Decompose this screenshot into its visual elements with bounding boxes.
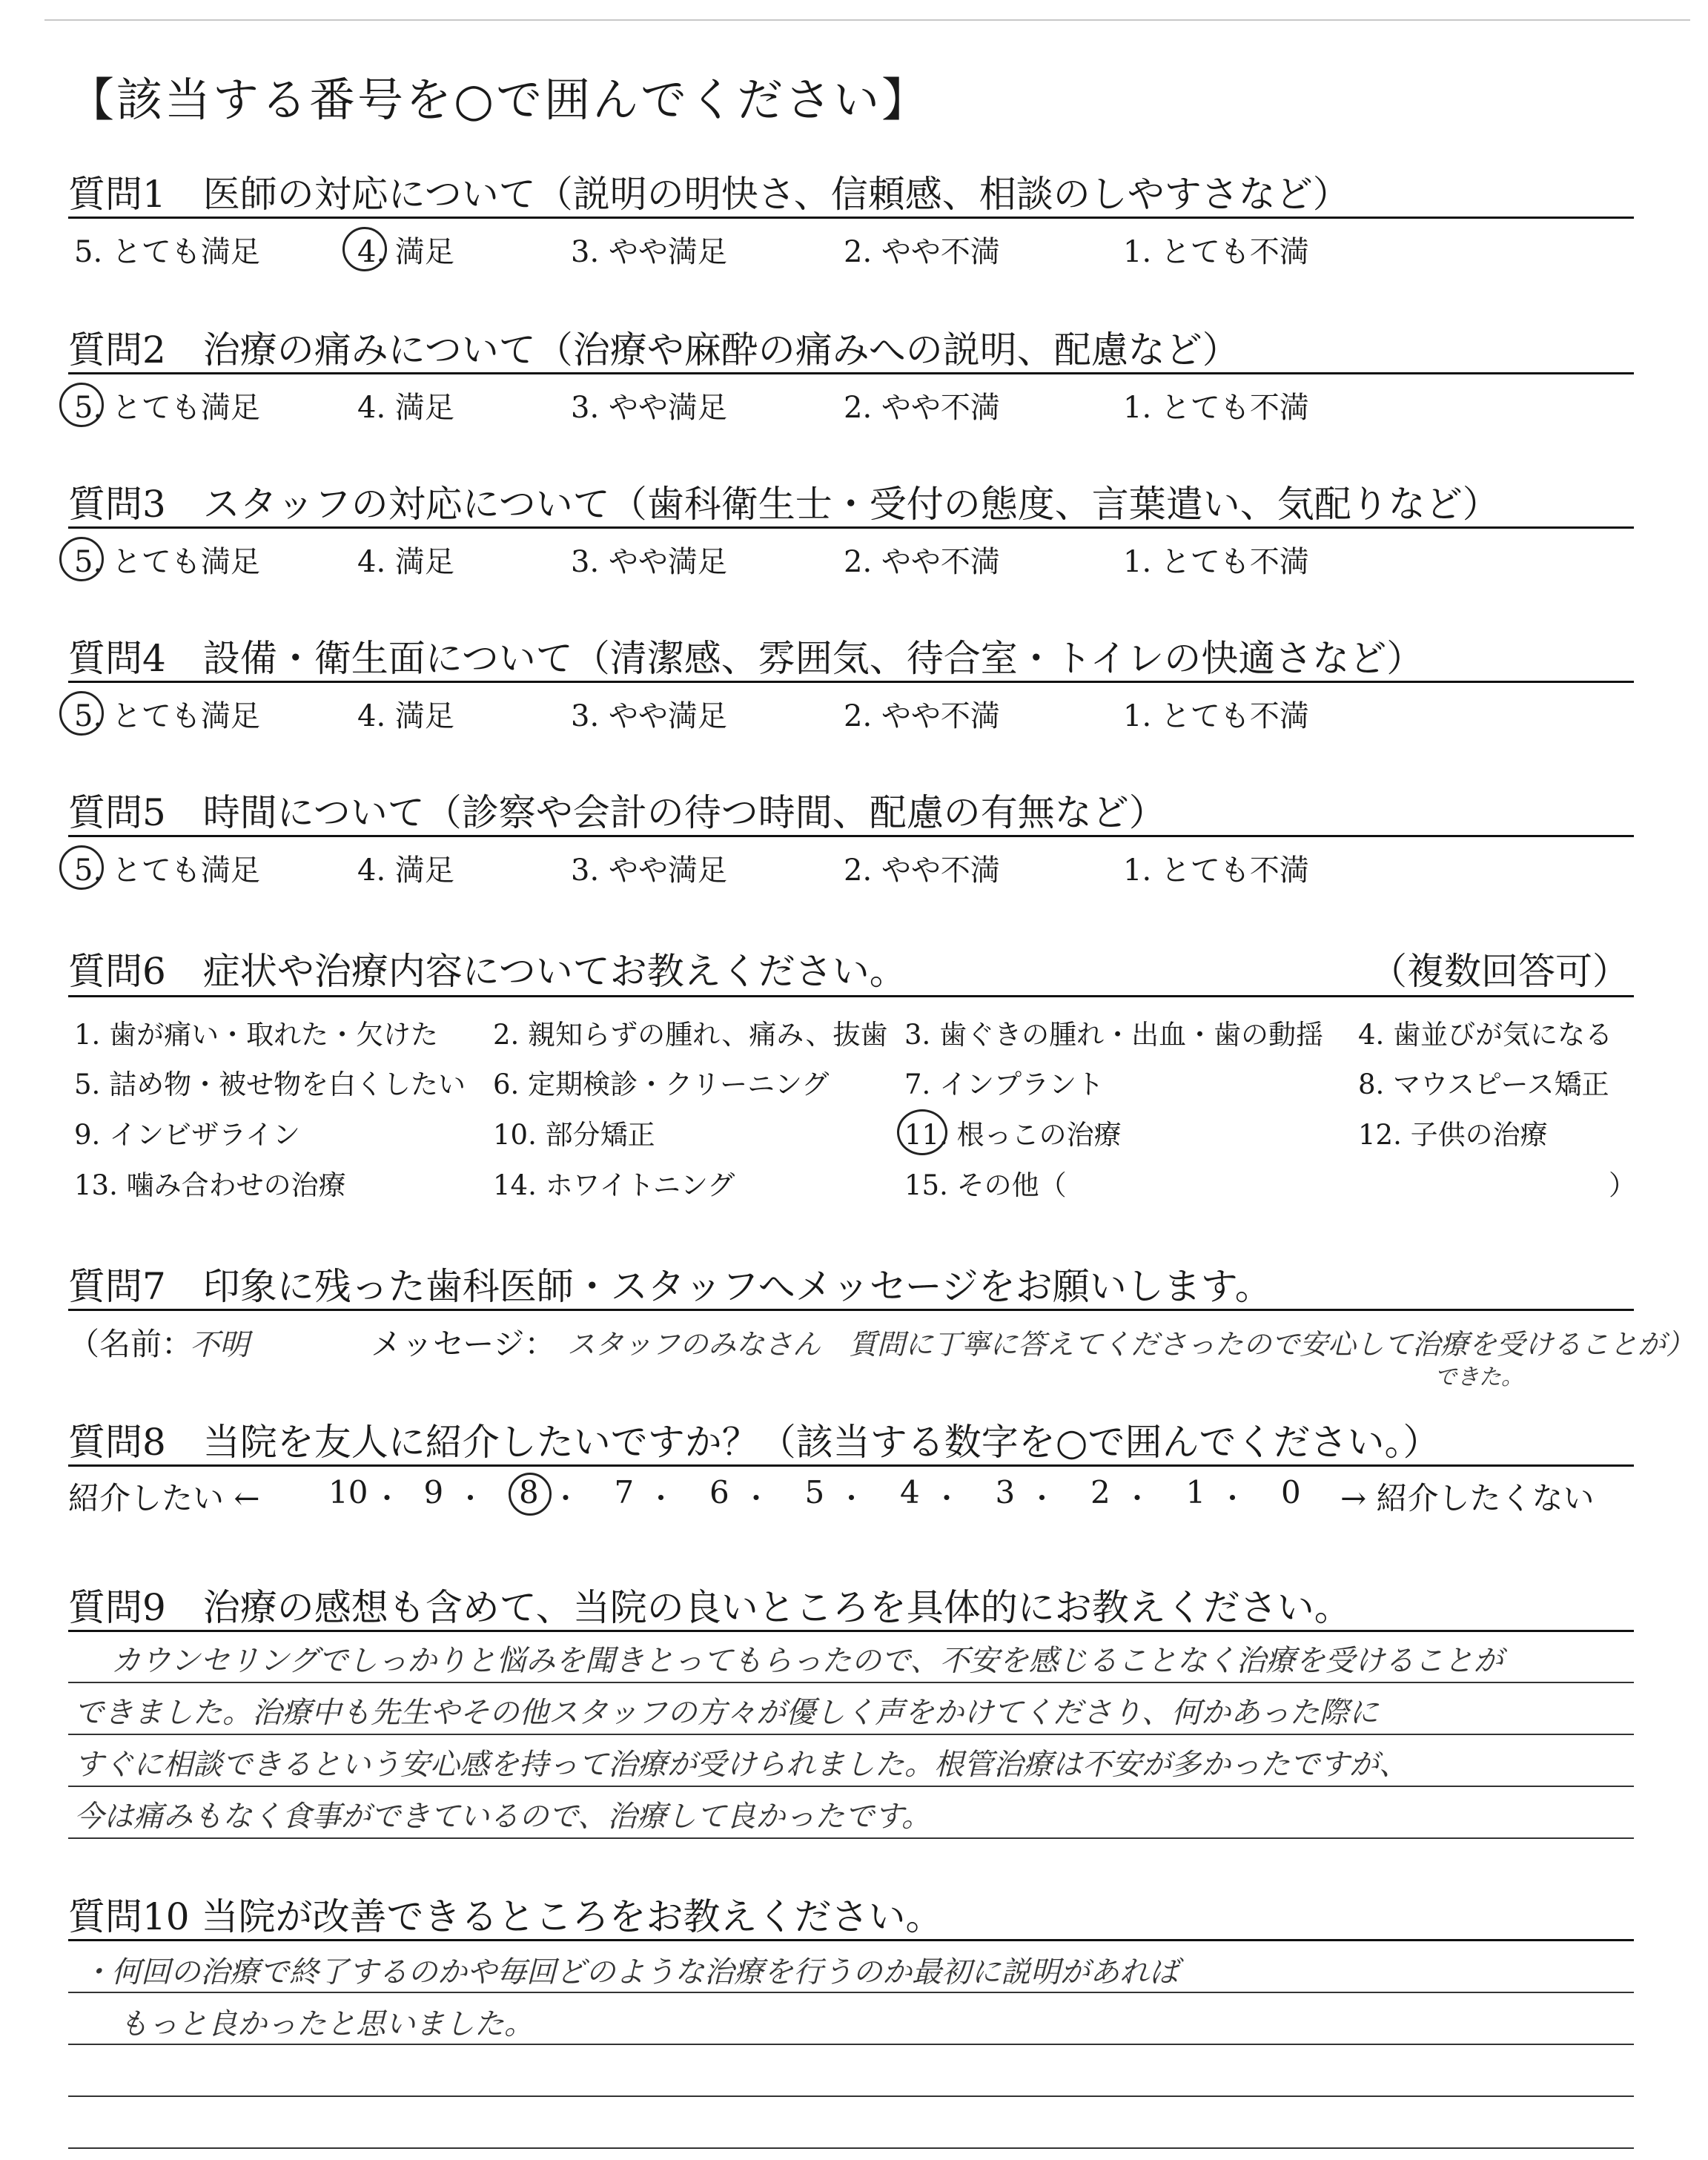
q1-option-1[interactable]: 1. とても不満 xyxy=(1123,235,1309,269)
q3-option-5[interactable]: 5. とても満足 xyxy=(74,545,260,579)
q5-option-4[interactable]: 4. 満足 xyxy=(357,853,454,888)
q7-name-value: 不明 xyxy=(190,1328,249,1362)
q8-separator: ・ xyxy=(933,1482,961,1515)
q8-separator: ・ xyxy=(742,1482,771,1515)
q10-writing-line xyxy=(68,1992,1634,1993)
q3-option-2[interactable]: 2. やや不満 xyxy=(844,545,1000,579)
q7-message-label: メッセージ： xyxy=(371,1326,556,1362)
q6-item-5[interactable]: 5. 詰め物・被せ物を白くしたい xyxy=(74,1069,466,1100)
q8-scale-8[interactable]: 8 xyxy=(519,1474,539,1510)
q4-option-1[interactable]: 1. とても不満 xyxy=(1123,699,1309,733)
top-border xyxy=(44,19,1690,21)
q8-title: 質問8 当院を友人に紹介したいですか？（該当する数字を○で囲んでください。） xyxy=(68,1421,1440,1464)
q10-handwritten-line-2: もっと良かったと思いました。 xyxy=(119,2007,534,2041)
q6-rule xyxy=(68,995,1634,997)
q9-writing-line xyxy=(68,1734,1634,1735)
q8-scale-1[interactable]: 1 xyxy=(1185,1474,1206,1510)
q2-option-1[interactable]: 1. とても不満 xyxy=(1123,391,1309,425)
q9-writing-line xyxy=(68,1837,1634,1839)
q8-selection-circle xyxy=(509,1473,552,1516)
q6-other-close: ） xyxy=(1609,1169,1636,1201)
q6-note: （複数回答可） xyxy=(1370,950,1629,993)
q5-title: 質問5 時間について（診察や会計の待つ時間、配慮の有無など） xyxy=(68,791,1166,834)
q3-selection-circle xyxy=(59,537,104,581)
q6-item-3[interactable]: 3. 歯ぐきの腫れ・出血・歯の動揺 xyxy=(904,1019,1324,1051)
q8-scale-7[interactable]: 7 xyxy=(614,1474,635,1510)
q10-title: 質問10 当院が改善できるところをお教えください。 xyxy=(68,1895,943,1938)
q4-selection-circle xyxy=(59,691,104,736)
q3-option-3[interactable]: 3. やや満足 xyxy=(571,545,727,579)
q8-rule xyxy=(68,1464,1634,1467)
q6-item-7[interactable]: 7. インプラント xyxy=(904,1069,1105,1100)
q4-rule xyxy=(68,681,1634,683)
q8-scale-9[interactable]: 9 xyxy=(423,1474,444,1510)
q8-separator: ・ xyxy=(1123,1482,1152,1515)
q6-item-4[interactable]: 4. 歯並びが気になる xyxy=(1358,1019,1613,1051)
q8-separator: ・ xyxy=(646,1482,675,1515)
q3-option-1[interactable]: 1. とても不満 xyxy=(1123,545,1309,579)
q1-option-5[interactable]: 5. とても満足 xyxy=(74,235,260,269)
q2-option-3[interactable]: 3. やや満足 xyxy=(571,391,727,425)
q9-handwritten-line-2: できました。治療中も先生やその他スタッフの方々が優しく声をかけてくださり、何かあった際に xyxy=(74,1696,1379,1730)
q5-option-5[interactable]: 5. とても満足 xyxy=(74,853,260,888)
q5-option-2[interactable]: 2. やや不満 xyxy=(844,853,1000,888)
q5-rule xyxy=(68,835,1634,837)
q2-option-5[interactable]: 5. とても満足 xyxy=(74,391,260,425)
q9-handwritten-line-4: 今は痛みもなく食事ができているので、治療して良かったです。 xyxy=(74,1800,931,1834)
q2-title: 質問2 治療の痛みについて（治療や麻酔の痛みへの説明、配慮など） xyxy=(68,328,1239,371)
q6-item-11[interactable]: 11. 根っこの治療 xyxy=(904,1119,1122,1151)
q10-writing-line xyxy=(68,2044,1634,2045)
q7-message-line2: できた。 xyxy=(1434,1364,1523,1390)
q8-scale-4[interactable]: 4 xyxy=(900,1474,920,1510)
q4-option-4[interactable]: 4. 満足 xyxy=(357,699,454,733)
q1-option-3[interactable]: 3. やや満足 xyxy=(571,235,727,269)
q6-item-12[interactable]: 12. 子供の治療 xyxy=(1358,1119,1548,1151)
q8-scale-5[interactable]: 5 xyxy=(804,1474,825,1510)
q9-handwritten-line-1: カウンセリングでしっかりと悩みを聞きとってもらったので、不安を感じることなく治療を受けることが xyxy=(111,1644,1503,1678)
q7-message-line1: スタッフのみなさん 質問に丁寧に答えてくださったので安心して治療を受けることが） xyxy=(567,1328,1695,1361)
q1-option-2[interactable]: 2. やや不満 xyxy=(844,235,1000,269)
q7-name-label: （名前： xyxy=(68,1326,193,1362)
q5-selection-circle xyxy=(59,845,104,890)
q8-scale-0[interactable]: 0 xyxy=(1281,1474,1301,1510)
q8-scale-3[interactable]: 3 xyxy=(995,1474,1016,1510)
q4-option-2[interactable]: 2. やや不満 xyxy=(844,699,1000,733)
q2-option-4[interactable]: 4. 満足 xyxy=(357,391,454,425)
q6-item-9[interactable]: 9. インビザライン xyxy=(74,1119,300,1151)
q1-selection-circle xyxy=(342,227,387,271)
q9-title: 質問9 治療の感想も含めて、当院の良いところを具体的にお教えください。 xyxy=(68,1586,1351,1629)
q2-rule xyxy=(68,372,1634,374)
q10-writing-line xyxy=(68,2147,1634,2149)
q6-item-1[interactable]: 1. 歯が痛い・取れた・欠けた xyxy=(74,1019,439,1051)
q1-option-4[interactable]: 4. 満足 xyxy=(357,235,454,269)
q2-option-2[interactable]: 2. やや不満 xyxy=(844,391,1000,425)
q8-scale-6[interactable]: 6 xyxy=(709,1474,729,1510)
q1-title: 質問1 医師の対応について（説明の明快さ、信頼感、相談のしやすさなど） xyxy=(68,173,1350,216)
q10-handwritten-line-1: ・何回の治療で終了するのかや毎回どのような治療を行うのか最初に説明があれば xyxy=(82,1955,1179,1989)
q8-separator: ・ xyxy=(373,1482,402,1515)
q8-left-label: 紹介したい ← xyxy=(68,1480,260,1516)
q2-selection-circle xyxy=(59,383,104,427)
q9-handwritten-line-3: すぐに相談できるという安心感を持って治療が受けられました。根管治療は不安が多かったですが、 xyxy=(74,1748,1409,1782)
q8-separator: ・ xyxy=(552,1482,580,1515)
q8-scale-2[interactable]: 2 xyxy=(1090,1474,1110,1510)
q4-option-5[interactable]: 5. とても満足 xyxy=(74,699,260,733)
q7-rule xyxy=(68,1309,1634,1311)
q6-item-13[interactable]: 13. 噛み合わせの治療 xyxy=(74,1169,346,1201)
q3-rule xyxy=(68,526,1634,529)
q6-item-6[interactable]: 6. 定期検診・クリーニング xyxy=(493,1069,830,1100)
q6-item-8[interactable]: 8. マウスピース矯正 xyxy=(1358,1069,1609,1100)
q9-writing-line xyxy=(68,1786,1634,1787)
q9-rule xyxy=(68,1630,1634,1632)
q3-option-4[interactable]: 4. 満足 xyxy=(357,545,454,579)
q8-separator: ・ xyxy=(1027,1482,1056,1515)
q4-option-3[interactable]: 3. やや満足 xyxy=(571,699,727,733)
q4-title: 質問4 設備・衛生面について（清潔感、雰囲気、待合室・トイレの快適さなど） xyxy=(68,637,1424,680)
q6-item-10[interactable]: 10. 部分矯正 xyxy=(493,1119,655,1151)
q8-scale-10[interactable]: 10 xyxy=(328,1474,368,1510)
q1-rule xyxy=(68,217,1634,219)
q10-rule xyxy=(68,1939,1634,1941)
q5-option-1[interactable]: 1. とても不満 xyxy=(1123,853,1309,888)
q8-right-label: → 紹介したくない xyxy=(1340,1480,1595,1516)
q6-title: 質問6 症状や治療内容についてお教えください。 xyxy=(68,950,907,993)
q8-separator: ・ xyxy=(1218,1482,1247,1515)
q3-title: 質問3 スタッフの対応について（歯科衛生士・受付の態度、言葉遣い、気配りなど） xyxy=(68,483,1500,526)
q7-title: 質問7 印象に残った歯科医師・スタッフへメッセージをお願いします。 xyxy=(68,1265,1272,1308)
q6-selection-circle xyxy=(897,1109,947,1155)
q8-separator: ・ xyxy=(837,1482,866,1515)
q6-item-2[interactable]: 2. 親知らずの腫れ、痛み、抜歯 xyxy=(493,1019,888,1051)
q10-writing-line xyxy=(68,2095,1634,2097)
q5-option-3[interactable]: 3. やや満足 xyxy=(571,853,727,888)
page-header: 【該当する番号を○で囲んでください】 xyxy=(68,73,930,127)
q9-writing-line xyxy=(68,1682,1634,1683)
q6-item-15[interactable]: 15. その他（ xyxy=(904,1169,1067,1201)
q8-separator: ・ xyxy=(456,1482,485,1515)
q6-item-14[interactable]: 14. ホワイトニング xyxy=(493,1169,735,1201)
